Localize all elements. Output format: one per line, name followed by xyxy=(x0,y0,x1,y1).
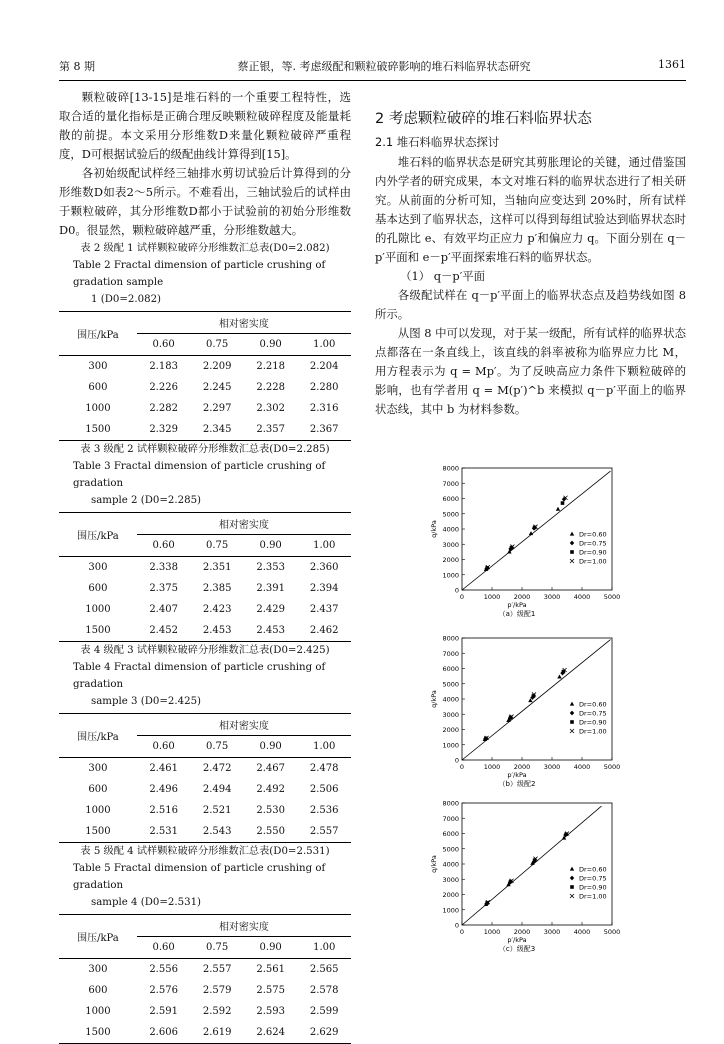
fractal-dimension-cell: 2.345 xyxy=(190,419,244,441)
paragraph-critical-state: 堆石料的临界状态是研究其剪胀理论的关键，通过借鉴国内外学者的研究成果，本文对堆石料的临界状态进行了相关研究。从前面的分析可知，当轴向应变达到 20%时，所有试样基本达到了临界状态，这样可以得到每组试验达到临界状态时的孔隙比 e、有效平均正应力 p′和偏应力 q。下面分别在 q－p′平面和 e－p′平面探索堆石料的临界状态。 xyxy=(375,155,686,264)
fractal-dimension-cell: 2.561 xyxy=(256,964,285,975)
legend-label: Dr=0.90 xyxy=(579,883,607,892)
plot-frame xyxy=(462,803,612,925)
fractal-table xyxy=(59,713,351,843)
fractal-dimension-cell: 2.599 xyxy=(309,1006,339,1017)
legend-marker xyxy=(570,702,574,706)
fractal-dimension-cell: 2.557 xyxy=(202,964,232,975)
legend-marker xyxy=(570,532,574,536)
fractal-dimension-cell: 2.516 xyxy=(149,805,178,816)
fractal-dimension-cell: 2.629 xyxy=(297,1022,351,1044)
fractal-dimension-cell: 2.452 xyxy=(137,620,191,642)
legend-label: Dr=1.00 xyxy=(579,727,607,736)
fractal-dimension-cell: 2.543 xyxy=(190,821,244,843)
y-tick-label: 3000 xyxy=(442,710,459,719)
fractal-dimension-cell: 2.624 xyxy=(244,1022,298,1044)
fractal-dimension-cell: 2.385 xyxy=(202,583,232,594)
pressure-cell: 1500 xyxy=(59,620,137,642)
table-row xyxy=(59,1022,351,1044)
legend-label: Dr=1.00 xyxy=(579,892,607,901)
column-header-dr: 0.90 xyxy=(244,535,298,557)
fractal-dimension-cell: 2.453 xyxy=(244,620,298,642)
table-row xyxy=(59,800,351,821)
column-header-confining-pressure: 围压/kPa xyxy=(59,714,137,758)
fractal-dimension-cell: 2.461 xyxy=(149,763,178,774)
table-caption-en: Table 5 Fractal dimension of particle crushing of gradation xyxy=(73,863,326,891)
x-tick-label: 5000 xyxy=(603,928,621,936)
table-row xyxy=(59,356,351,378)
y-axis-label: q/kPa xyxy=(430,690,438,708)
column-header-dr: 0.75 xyxy=(190,535,244,557)
y-tick-label: 1000 xyxy=(442,906,459,915)
fractal-dimension-cell: 2.506 xyxy=(309,784,339,795)
column-header-confining-pressure: 围压/kPa xyxy=(59,513,137,557)
fractal-dimension-cell: 2.556 xyxy=(149,964,178,975)
table-row xyxy=(59,557,351,579)
fractal-dimension-cell: 2.462 xyxy=(297,620,351,642)
fractal-dimension-cell: 2.353 xyxy=(256,562,285,573)
fractal-dimension-cell: 2.578 xyxy=(309,985,339,996)
table-caption-cn: 表 5 级配 4 试样颗粒破碎分形维数汇总表(D0=2.531) xyxy=(80,846,330,857)
table-row xyxy=(59,980,351,1001)
column-header-dr: 1.00 xyxy=(297,937,351,959)
fractal-dimension-cell: 2.338 xyxy=(149,562,178,573)
column-header-dr: 1.00 xyxy=(297,535,351,557)
fractal-dimension-cell: 2.228 xyxy=(256,382,285,393)
legend-label: Dr=0.90 xyxy=(579,548,607,557)
table-caption-en-cont: 1 (D0=2.082) xyxy=(91,294,162,305)
fractal-dimension-cell: 2.494 xyxy=(202,784,232,795)
column-header-dr: 0.75 xyxy=(190,334,244,356)
legend-label: Dr=0.60 xyxy=(579,700,607,709)
list-item-q-p-plane: （1） q－p′平面 xyxy=(400,269,486,283)
fractal-dimension-cell: 2.521 xyxy=(202,805,232,816)
x-tick-label: 2000 xyxy=(513,593,531,601)
fractal-dimension-cell: 2.351 xyxy=(202,562,232,573)
table-row xyxy=(59,398,351,419)
x-tick-label: 3000 xyxy=(543,928,561,936)
legend-label: Dr=0.75 xyxy=(579,709,607,718)
legend-marker xyxy=(570,720,574,724)
legend-label: Dr=1.00 xyxy=(579,557,607,566)
column-header-dr: 1.00 xyxy=(297,736,351,758)
running-title: 蔡正银，等. 考虑级配和颗粒破碎影响的堆石料临界状态研究 xyxy=(237,60,531,73)
table-caption-cn: 表 3 级配 2 试样颗粒破碎分形维数汇总表(D0=2.285) xyxy=(80,444,330,455)
data-point-triangle xyxy=(557,674,561,678)
fractal-dimension-cell: 2.592 xyxy=(202,1006,232,1017)
fractal-dimension-cell: 2.478 xyxy=(309,763,339,774)
table-row xyxy=(59,377,351,398)
column-header-relative-density: 相对密实度 xyxy=(137,915,351,937)
legend-marker xyxy=(570,885,574,889)
table-row xyxy=(59,959,351,981)
figure-8c-gradation-3 xyxy=(412,797,652,955)
figure-caption: （c）级配3 xyxy=(498,945,536,953)
y-tick-label: 7000 xyxy=(442,649,459,658)
legend-label: Dr=0.90 xyxy=(579,718,607,727)
y-tick-label: 7000 xyxy=(442,814,459,823)
pressure-cell: 300 xyxy=(88,361,108,372)
y-tick-label: 0 xyxy=(454,756,459,765)
legend-marker xyxy=(570,550,574,554)
table-caption-en-cont: sample 2 (D0=2.285) xyxy=(91,495,202,506)
data-point-triangle xyxy=(556,507,560,511)
y-tick-label: 8000 xyxy=(442,799,459,808)
table-caption-en-cont: sample 4 (D0=2.531) xyxy=(91,897,202,908)
fractal-dimension-cell: 2.367 xyxy=(297,419,351,441)
x-tick-label: 4000 xyxy=(573,928,591,936)
fractal-dimension-cell: 2.575 xyxy=(256,985,285,996)
pressure-cell: 1000 xyxy=(85,403,111,414)
fractal-dimension-cell: 2.593 xyxy=(256,1006,285,1017)
x-axis-label: p′/kPa xyxy=(507,601,527,609)
fractal-dimension-cell: 2.619 xyxy=(190,1022,244,1044)
table-caption-en: Table 4 Fractal dimension of particle crushing of gradation xyxy=(73,662,326,690)
y-tick-label: 4000 xyxy=(442,860,459,869)
x-tick-label: 5000 xyxy=(603,593,621,601)
column-header-dr: 0.60 xyxy=(137,937,191,959)
legend-label: Dr=0.75 xyxy=(579,539,607,548)
left-column xyxy=(59,88,351,1044)
fractal-dimension-cell: 2.591 xyxy=(149,1006,178,1017)
y-tick-label: 5000 xyxy=(442,680,459,689)
figure-8a-gradation-1 xyxy=(412,462,652,620)
table-caption-cn: 表 2 级配 1 试样颗粒破碎分形维数汇总表(D0=2.082) xyxy=(80,243,330,254)
y-tick-label: 3000 xyxy=(442,875,459,884)
fractal-dimension-cell: 2.467 xyxy=(256,763,285,774)
x-tick-label: 4000 xyxy=(573,763,591,771)
fractal-dimension-cell: 2.496 xyxy=(149,784,178,795)
x-tick-label: 0 xyxy=(459,593,465,601)
column-header-dr: 1.00 xyxy=(297,334,351,356)
y-tick-label: 8000 xyxy=(442,634,459,643)
fractal-dimension-cell: 2.437 xyxy=(309,604,339,615)
fractal-dimension-cell: 2.429 xyxy=(256,604,285,615)
table-caption-en: Table 2 Fractal dimension of particle crushing of gradation sample xyxy=(73,260,326,288)
column-header-confining-pressure: 围压/kPa xyxy=(59,915,137,959)
pressure-cell: 1000 xyxy=(85,805,111,816)
y-axis-label: q/kPa xyxy=(430,855,438,873)
y-tick-label: 4000 xyxy=(442,695,459,704)
table-row xyxy=(59,578,351,599)
subsection-title: 2.1 堆石料临界状态探讨 xyxy=(375,135,500,149)
pressure-cell: 1500 xyxy=(59,821,137,843)
x-tick-label: 2000 xyxy=(513,763,531,771)
fractal-dimension-cell: 2.391 xyxy=(256,583,285,594)
table-row xyxy=(59,821,351,843)
x-tick-label: 3000 xyxy=(543,593,561,601)
fractal-dimension-cell: 2.453 xyxy=(190,620,244,642)
table-row xyxy=(59,599,351,620)
figure-8b-gradation-2 xyxy=(412,632,652,790)
fractal-dimension-cell: 2.316 xyxy=(309,403,339,414)
y-tick-label: 5000 xyxy=(442,510,459,519)
fractal-dimension-cell: 2.282 xyxy=(149,403,178,414)
fractal-dimension-cell: 2.579 xyxy=(202,985,232,996)
column-header-dr: 0.90 xyxy=(244,937,298,959)
y-tick-label: 5000 xyxy=(442,845,459,854)
pressure-cell: 1500 xyxy=(59,419,137,441)
fractal-dimension-cell: 2.329 xyxy=(137,419,191,441)
table-row xyxy=(59,779,351,800)
table-row xyxy=(59,419,351,441)
fractal-dimension-cell: 2.492 xyxy=(256,784,285,795)
fractal-dimension-cell: 2.394 xyxy=(309,583,339,594)
data-point-square xyxy=(561,501,565,505)
pressure-cell: 1000 xyxy=(85,604,111,615)
table-row xyxy=(59,758,351,780)
legend-marker xyxy=(570,867,574,871)
column-header-dr: 0.60 xyxy=(137,334,191,356)
fractal-dimension-cell: 2.357 xyxy=(244,419,298,441)
y-tick-label: 6000 xyxy=(442,830,459,838)
fractal-table xyxy=(59,311,351,441)
x-tick-label: 1000 xyxy=(483,593,501,601)
y-tick-label: 6000 xyxy=(442,495,459,503)
y-tick-label: 1000 xyxy=(442,741,459,750)
fractal-dimension-cell: 2.606 xyxy=(137,1022,191,1044)
table-caption-cn: 表 4 级配 3 试样颗粒破碎分形维数汇总表(D0=2.425) xyxy=(80,645,330,656)
fractal-dimension-cell: 2.245 xyxy=(202,382,232,393)
pressure-cell: 300 xyxy=(88,763,108,774)
column-header-dr: 0.90 xyxy=(244,736,298,758)
fractal-dimension-cell: 2.209 xyxy=(202,361,232,372)
x-tick-label: 1000 xyxy=(483,763,501,771)
fractal-dimension-cell: 2.565 xyxy=(309,964,339,975)
y-tick-label: 7000 xyxy=(442,479,459,488)
pressure-cell: 1500 xyxy=(59,1022,137,1044)
y-axis-label: q/kPa xyxy=(430,520,438,538)
y-tick-label: 1000 xyxy=(442,571,459,580)
fractal-dimension-cell: 2.531 xyxy=(137,821,191,843)
x-axis-label: p′/kPa xyxy=(507,936,527,944)
fractal-dimension-cell: 2.550 xyxy=(244,821,298,843)
x-tick-label: 1000 xyxy=(483,928,501,936)
legend-label: Dr=0.75 xyxy=(579,874,607,883)
y-tick-label: 2000 xyxy=(442,556,459,564)
y-tick-label: 2000 xyxy=(442,891,459,899)
fractal-table xyxy=(59,512,351,642)
fractal-dimension-cell: 2.407 xyxy=(149,604,178,615)
fractal-dimension-cell: 2.375 xyxy=(149,583,178,594)
fractal-dimension-cell: 2.576 xyxy=(149,985,178,996)
pressure-cell: 300 xyxy=(88,964,108,975)
x-tick-label: 3000 xyxy=(543,763,561,771)
column-header-dr: 0.60 xyxy=(137,535,191,557)
column-header-dr: 0.75 xyxy=(190,736,244,758)
y-tick-label: 6000 xyxy=(442,665,459,673)
y-tick-label: 2000 xyxy=(442,726,459,734)
fractal-dimension-cell: 2.557 xyxy=(297,821,351,843)
page-number: 1361 xyxy=(658,58,686,71)
pressure-cell: 300 xyxy=(88,562,108,573)
fractal-dimension-cell: 2.183 xyxy=(149,361,178,372)
figure-caption: （a）级配1 xyxy=(498,610,536,618)
x-tick-label: 5000 xyxy=(603,763,621,771)
pressure-cell: 600 xyxy=(88,382,108,393)
x-axis-label: p′/kPa xyxy=(507,771,527,779)
y-tick-label: 8000 xyxy=(442,464,459,473)
fractal-dimension-cell: 2.302 xyxy=(256,403,285,414)
pressure-cell: 600 xyxy=(88,583,108,594)
legend-marker xyxy=(570,876,574,881)
pressure-cell: 600 xyxy=(88,784,108,795)
paragraph-figure-reference: 各级配试样在 q－p′平面上的临界状态点及趋势线如图 8 所示。 xyxy=(375,288,686,321)
column-header-dr: 0.60 xyxy=(137,736,191,758)
y-tick-label: 4000 xyxy=(442,525,459,534)
paragraph-particle-crushing: 颗粒破碎[13-15]是堆石料的一个重要工程特性，选取合适的量化指标是正确合理反映颗粒破碎程度及能量耗散的前提。本文采用分形维数D来量化颗粒破碎严重程度，D可根据试验后的级配曲线计算得到[15]。 xyxy=(59,90,351,161)
legend-label: Dr=0.60 xyxy=(579,865,607,874)
fractal-dimension-cell: 2.297 xyxy=(202,403,232,414)
column-header-confining-pressure: 围压/kPa xyxy=(59,312,137,356)
paragraph-fractal-results: 各初始级配试样经三轴排水剪切试验后计算得到的分形维数D如表2～5所示。不难看出，三轴试验后的试样由于颗粒破碎，其分形维数D都小于试验前的初始分形维数D0。很显然，颗粒破碎越严重，分形维数越大。 xyxy=(59,166,351,237)
fractal-dimension-cell: 2.280 xyxy=(309,382,339,393)
table-row xyxy=(59,620,351,642)
column-header-relative-density: 相对密实度 xyxy=(137,513,351,535)
x-tick-label: 4000 xyxy=(573,593,591,601)
column-header-relative-density: 相对密实度 xyxy=(137,312,351,334)
fractal-dimension-cell: 2.423 xyxy=(202,604,232,615)
fractal-table xyxy=(59,914,351,1044)
fractal-dimension-cell: 2.218 xyxy=(256,361,285,372)
y-tick-label: 3000 xyxy=(442,540,459,549)
tables-container xyxy=(59,240,351,1044)
pressure-cell: 1000 xyxy=(85,1006,111,1017)
fractal-dimension-cell: 2.226 xyxy=(149,382,178,393)
x-tick-label: 2000 xyxy=(513,928,531,936)
legend-marker xyxy=(570,711,574,716)
column-header-dr: 0.90 xyxy=(244,334,298,356)
column-header-relative-density: 相对密实度 xyxy=(137,714,351,736)
fractal-dimension-cell: 2.360 xyxy=(309,562,339,573)
fractal-dimension-cell: 2.536 xyxy=(309,805,339,816)
column-header-dr: 0.75 xyxy=(190,937,244,959)
table-caption-en: Table 3 Fractal dimension of particle crushing of gradation xyxy=(73,461,326,489)
header-rule xyxy=(59,80,686,81)
right-column xyxy=(375,108,686,419)
x-tick-label: 0 xyxy=(459,763,465,771)
figure-caption: （b）级配2 xyxy=(498,780,536,788)
fractal-dimension-cell: 2.472 xyxy=(202,763,232,774)
fractal-dimension-cell: 2.204 xyxy=(309,361,339,372)
legend-marker xyxy=(570,541,574,546)
fractal-dimension-cell: 2.530 xyxy=(256,805,285,816)
pressure-cell: 600 xyxy=(88,985,108,996)
y-tick-label: 0 xyxy=(454,586,459,595)
issue-number: 第 8 期 xyxy=(59,60,95,73)
legend-label: Dr=0.60 xyxy=(579,530,607,539)
y-tick-label: 0 xyxy=(454,921,459,930)
section-title: 2 考虑颗粒破碎的堆石料临界状态 xyxy=(375,111,592,127)
x-tick-label: 0 xyxy=(459,928,465,936)
table-row xyxy=(59,1001,351,1022)
paragraph-critical-stress-ratio: 从图 8 中可以发现，对于某一级配，所有试样的临界状态点都落在一条直线上，该直线的斜率被称为临界应力比 M，用方程表示为 q = Mp′。为了反映高应力条件下颗粒破碎的影响，也有学者用 q = M(p′)^b 来模拟 q－p′平面上的临界状态线，其中 b 为材料参数。 xyxy=(375,326,686,416)
table-caption-en-cont: sample 3 (D0=2.425) xyxy=(91,696,202,707)
